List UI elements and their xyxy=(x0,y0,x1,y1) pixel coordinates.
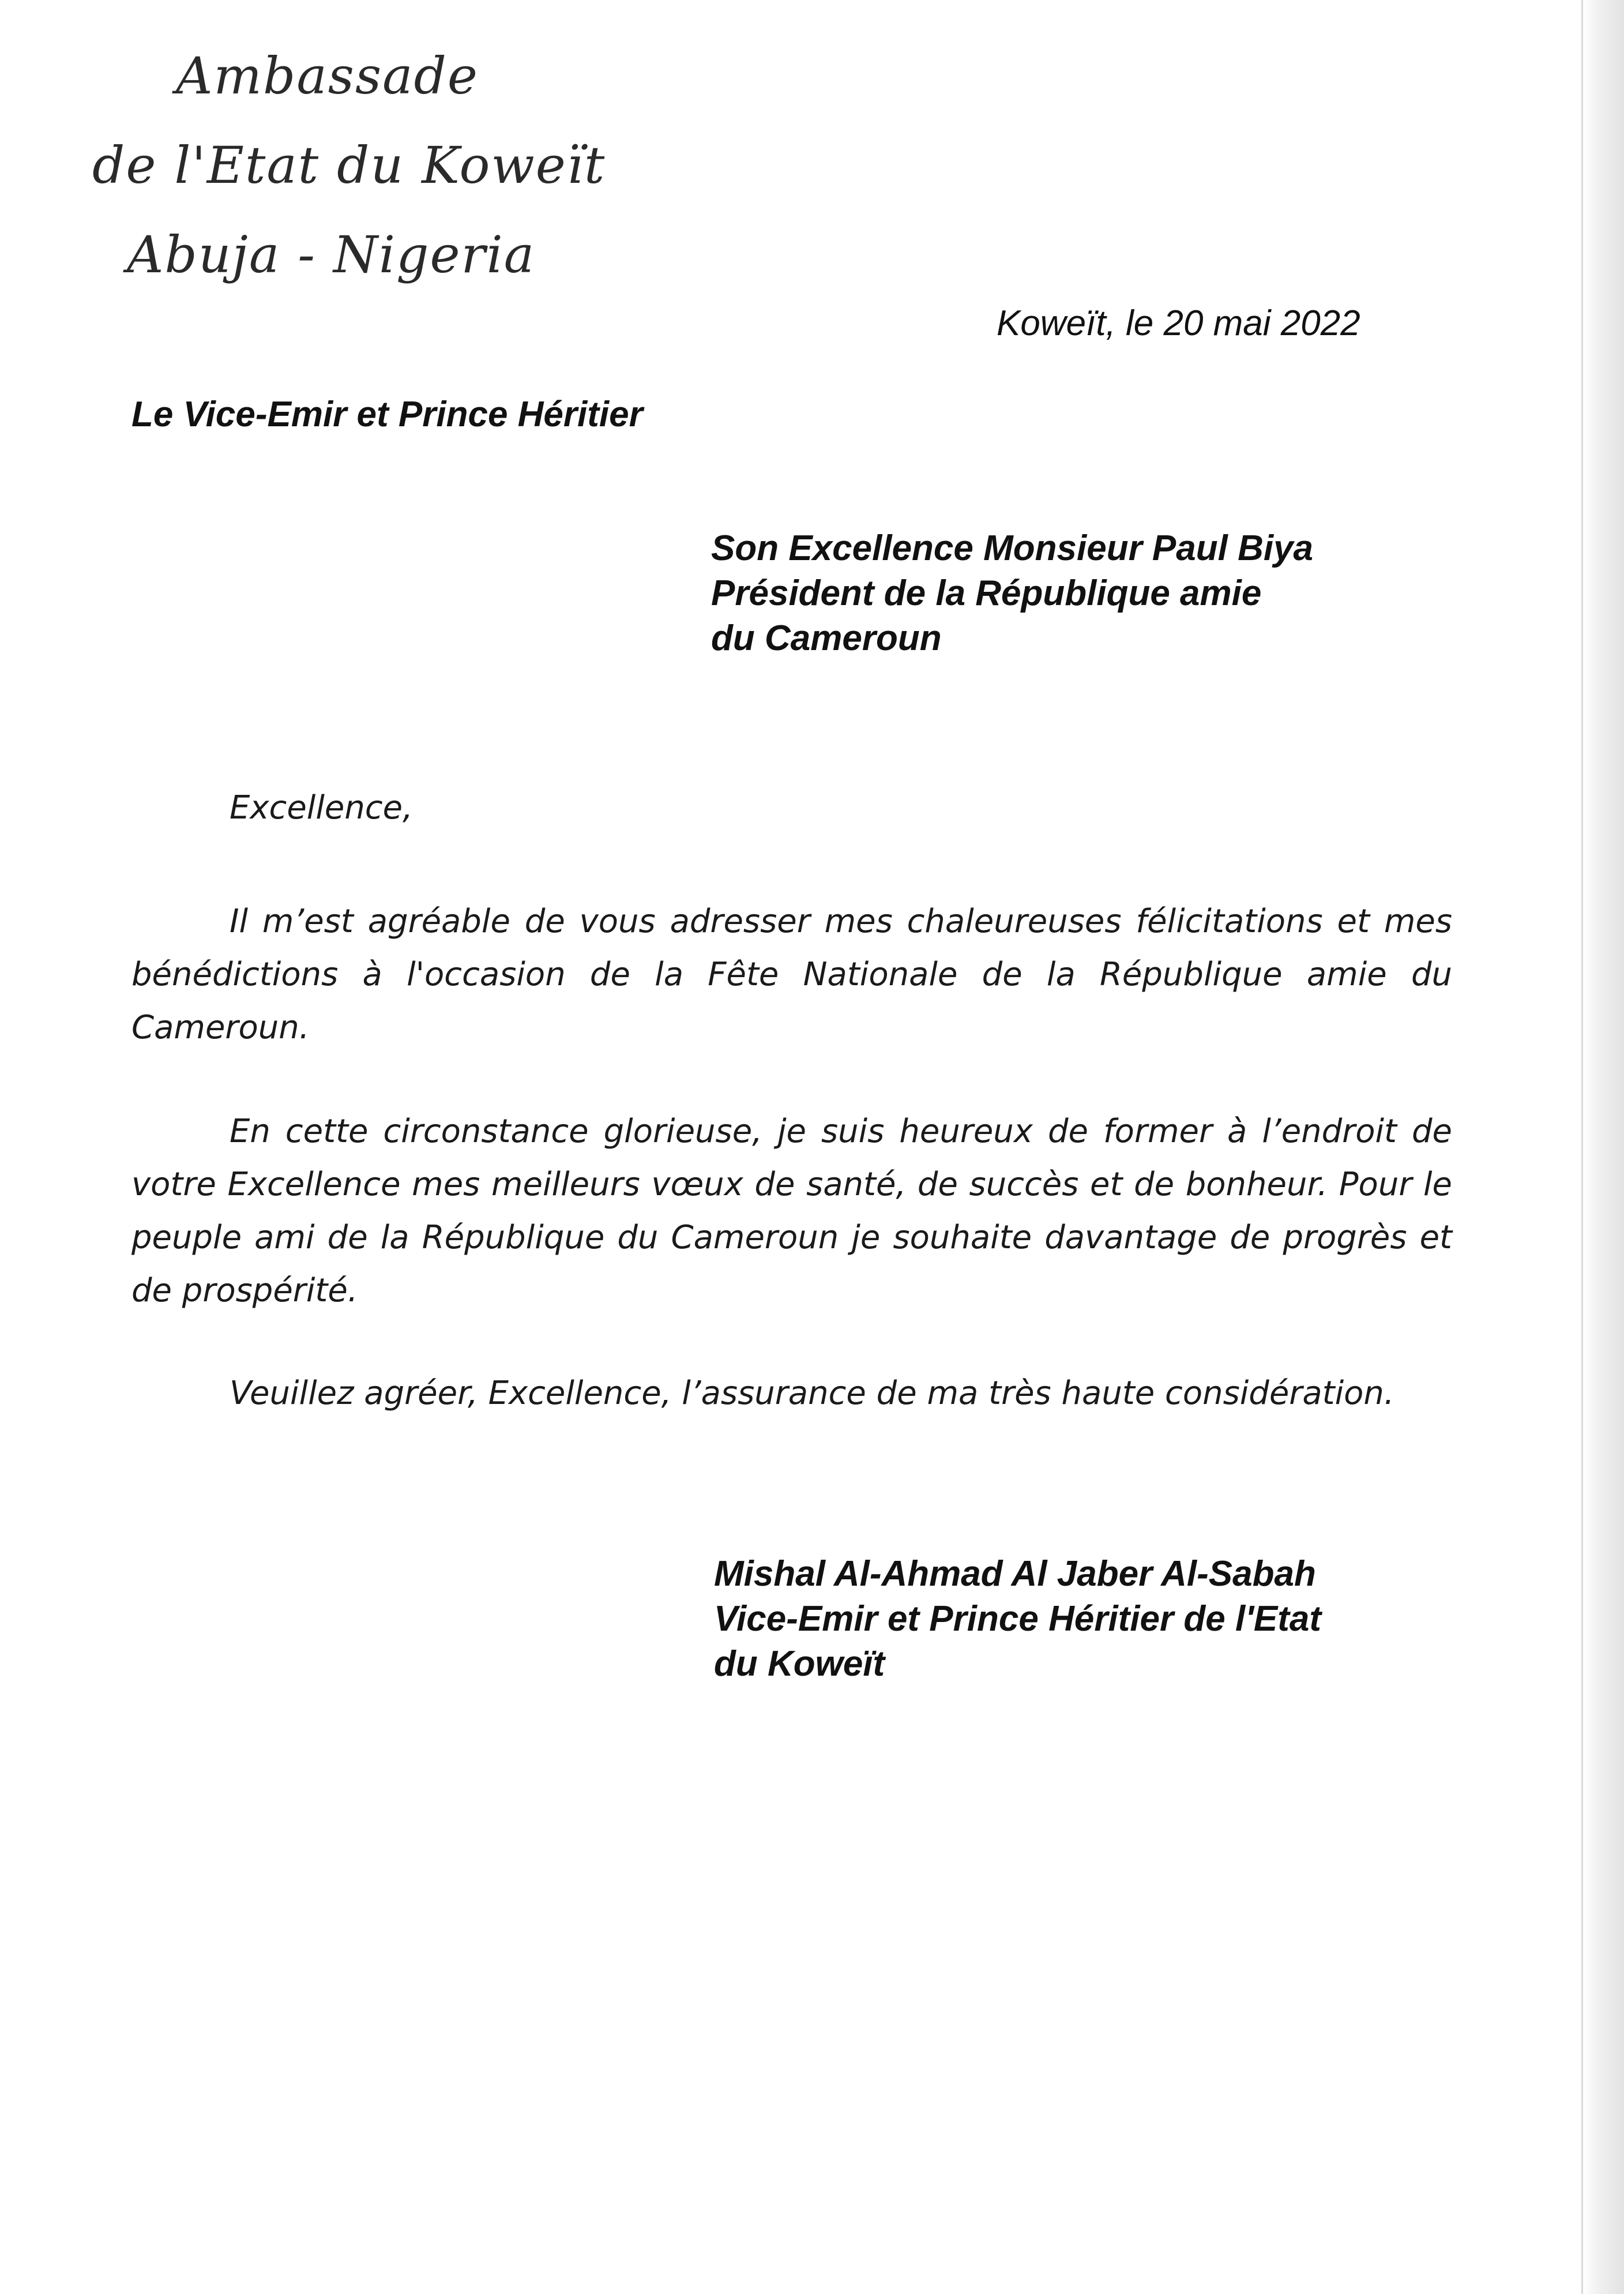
letter-date: Koweït, le 20 mai 2022 xyxy=(997,303,1360,343)
signatory-country: du Koweït xyxy=(714,1644,885,1684)
signatory-title: Vice-Emir et Prince Héritier de l'Etat xyxy=(714,1599,1322,1639)
recipient-country: du Cameroun xyxy=(711,618,942,658)
paragraph-closing: Veuillez agréer, Excellence, l’assurance de ma très haute considération. xyxy=(230,1375,1394,1412)
recipient-block xyxy=(711,526,1313,661)
letterhead-state: de l'Etat du Koweït xyxy=(92,136,606,195)
signature-block xyxy=(714,1552,1321,1687)
sender-title: Le Vice-Emir et Prince Héritier xyxy=(131,395,643,434)
recipient-title: Président de la République amie xyxy=(711,573,1262,613)
recipient-name: Son Excellence Monsieur Paul Biya xyxy=(711,528,1314,568)
page-edge-line xyxy=(1581,0,1583,2294)
page-edge-shadow xyxy=(1584,0,1624,2294)
paragraph-congratulations: Il m’est agréable de vous adresser mes chaleureuses félicitations et mes bénédictions à l'occasion de la Fête Nationale de la République amie du Cameroun. xyxy=(131,903,1452,1046)
letterhead-embassy: Ambassade xyxy=(176,46,479,106)
paragraph-wishes: En cette circonstance glorieuse, je suis heureux de former à l’endroit de votre Excellence mes meilleurs vœux de santé, de succès et de bonheur. Pour le peuple ami de la République du Cameroun je souhaite davantage de progrès et de prospérité. xyxy=(131,1113,1452,1309)
signatory-name: Mishal Al-Ahmad Al Jaber Al-Sabah xyxy=(714,1554,1316,1594)
salutation: Excellence, xyxy=(230,789,413,827)
letterhead-location: Abuja - Nigeria xyxy=(127,225,536,284)
